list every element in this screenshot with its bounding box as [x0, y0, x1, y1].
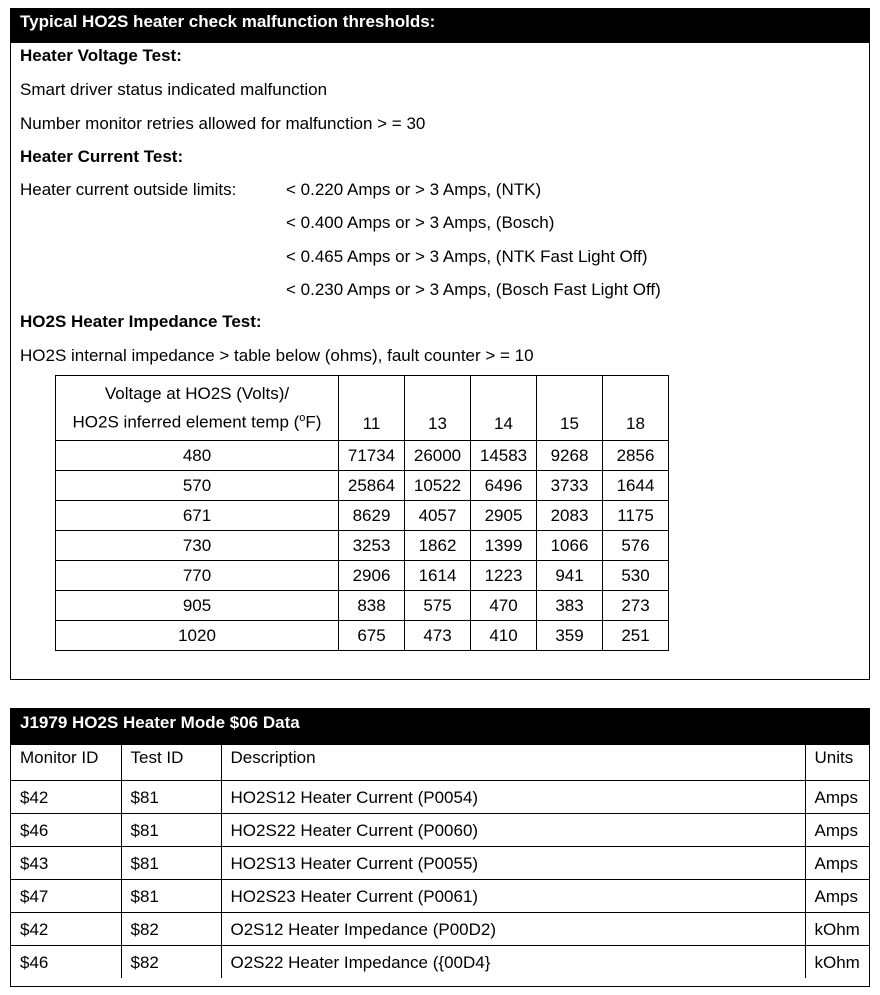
test-id-cell: $82	[121, 945, 221, 978]
monitor-id-cell: $42	[11, 780, 121, 813]
impedance-cell: 473	[405, 621, 471, 651]
impedance-cell: 838	[339, 591, 405, 621]
impedance-cell: 359	[537, 621, 603, 651]
impedance-cell: 2856	[603, 441, 669, 471]
units-cell: kOhm	[805, 912, 869, 945]
voltage-header: 14	[471, 376, 537, 441]
impedance-cell: 71734	[339, 441, 405, 471]
thresholds-title: Typical HO2S heater check malfunction thresholds:	[11, 9, 869, 43]
temp-cell: 1020	[56, 621, 339, 651]
impedance-table	[55, 375, 669, 651]
impedance-cell: 273	[603, 591, 669, 621]
test-id-cell: $81	[121, 879, 221, 912]
temp-cell: 770	[56, 561, 339, 591]
units-cell: Amps	[805, 846, 869, 879]
impedance-cell: 14583	[471, 441, 537, 471]
impedance-cell: 675	[339, 621, 405, 651]
monitor-id-cell: $42	[11, 912, 121, 945]
impedance-cell: 1614	[405, 561, 471, 591]
table-row	[56, 441, 669, 471]
mode06-header-row	[11, 745, 869, 780]
units-cell: Amps	[805, 813, 869, 846]
impedance-table-header	[56, 376, 669, 441]
table-row	[11, 912, 869, 945]
voltage-header: 15	[537, 376, 603, 441]
column-header-test-id: Test ID	[121, 745, 221, 780]
column-header-description: Description	[221, 745, 805, 780]
description-cell: O2S12 Heater Impedance (P00D2)	[221, 912, 805, 945]
description-cell: HO2S12 Heater Current (P0054)	[221, 780, 805, 813]
current-limit-ntk: < 0.220 Amps or > 3 Amps, (NTK)	[286, 180, 542, 199]
current-limit-bosch: < 0.400 Amps or > 3 Amps, (Bosch)	[286, 213, 555, 232]
degree-symbol: o	[299, 412, 306, 425]
voltage-test-line-1: Smart driver status indicated malfunction	[20, 80, 328, 99]
voltage-test-heading: Heater Voltage Test:	[20, 46, 182, 65]
table-row	[11, 813, 869, 846]
column-header-monitor-id: Monitor ID	[11, 745, 121, 780]
voltage-header: 13	[405, 376, 471, 441]
impedance-cell: 2906	[339, 561, 405, 591]
monitor-id-cell: $46	[11, 945, 121, 978]
impedance-cell: 10522	[405, 471, 471, 501]
mode06-panel	[10, 708, 870, 987]
impedance-cell: 1399	[471, 531, 537, 561]
impedance-cell: 576	[603, 531, 669, 561]
impedance-cell: 575	[405, 591, 471, 621]
temp-cell: 480	[56, 441, 339, 471]
table-row	[56, 621, 669, 651]
impedance-test-heading: HO2S Heater Impedance Test:	[20, 312, 262, 331]
impedance-cell: 6496	[471, 471, 537, 501]
description-cell: O2S22 Heater Impedance ({00D4}	[221, 945, 805, 978]
units-cell: Amps	[805, 879, 869, 912]
temp-cell: 671	[56, 501, 339, 531]
impedance-cell: 3253	[339, 531, 405, 561]
impedance-cell: 383	[537, 591, 603, 621]
description-cell: HO2S13 Heater Current (P0055)	[221, 846, 805, 879]
table-row	[56, 501, 669, 531]
impedance-cell: 530	[603, 561, 669, 591]
temp-cell: 905	[56, 591, 339, 621]
voltage-header: 18	[603, 376, 669, 441]
mode06-title: J1979 HO2S Heater Mode $06 Data	[11, 709, 869, 745]
impedance-cell: 1644	[603, 471, 669, 501]
impedance-cell: 2083	[537, 501, 603, 531]
impedance-cell: 2905	[471, 501, 537, 531]
impedance-cell: 1175	[603, 501, 669, 531]
current-limit-bosch-flo: < 0.230 Amps or > 3 Amps, (Bosch Fast Light Off)	[286, 280, 661, 299]
test-id-cell: $81	[121, 846, 221, 879]
table-row	[56, 561, 669, 591]
impedance-cell: 470	[471, 591, 537, 621]
table-row	[11, 879, 869, 912]
mode06-table	[11, 745, 869, 978]
temp-cell: 570	[56, 471, 339, 501]
impedance-cell: 941	[537, 561, 603, 591]
monitor-id-cell: $43	[11, 846, 121, 879]
impedance-cell: 410	[471, 621, 537, 651]
impedance-header-cell	[56, 376, 339, 441]
test-id-cell: $81	[121, 813, 221, 846]
impedance-cell: 1066	[537, 531, 603, 561]
current-limits-label: Heater current outside limits:	[20, 180, 237, 199]
table-row	[56, 531, 669, 561]
description-cell: HO2S22 Heater Current (P0060)	[221, 813, 805, 846]
column-header-units: Units	[805, 745, 869, 780]
voltage-test-line-2: Number monitor retries allowed for malfunction > = 30	[20, 114, 426, 133]
table-row	[56, 471, 669, 501]
monitor-id-cell: $46	[11, 813, 121, 846]
voltage-header: 11	[339, 376, 405, 441]
impedance-cell: 9268	[537, 441, 603, 471]
impedance-cell: 8629	[339, 501, 405, 531]
units-cell: Amps	[805, 780, 869, 813]
table-row	[11, 780, 869, 813]
monitor-id-cell: $47	[11, 879, 121, 912]
impedance-cell: 4057	[405, 501, 471, 531]
test-id-cell: $82	[121, 912, 221, 945]
impedance-cell: 251	[603, 621, 669, 651]
impedance-cell: 3733	[537, 471, 603, 501]
impedance-header-line-1: Voltage at HO2S (Volts)/	[104, 384, 290, 404]
impedance-cell: 26000	[405, 441, 471, 471]
impedance-cell: 1223	[471, 561, 537, 591]
test-id-cell: $81	[121, 780, 221, 813]
temp-cell: 730	[56, 531, 339, 561]
table-row	[56, 591, 669, 621]
impedance-test-line: HO2S internal impedance > table below (ohms), fault counter > = 10	[20, 346, 534, 365]
current-limit-ntk-flo: < 0.465 Amps or > 3 Amps, (NTK Fast Light Off)	[286, 247, 648, 266]
current-test-heading: Heater Current Test:	[20, 147, 184, 166]
impedance-header-line-2b: F)	[305, 412, 322, 432]
units-cell: kOhm	[805, 945, 869, 978]
table-row	[11, 846, 869, 879]
impedance-cell: 25864	[339, 471, 405, 501]
impedance-cell: 1862	[405, 531, 471, 561]
description-cell: HO2S23 Heater Current (P0061)	[221, 879, 805, 912]
table-row	[11, 945, 869, 978]
thresholds-panel	[10, 8, 870, 680]
impedance-header-line-2a: HO2S inferred element temp (	[72, 412, 300, 432]
